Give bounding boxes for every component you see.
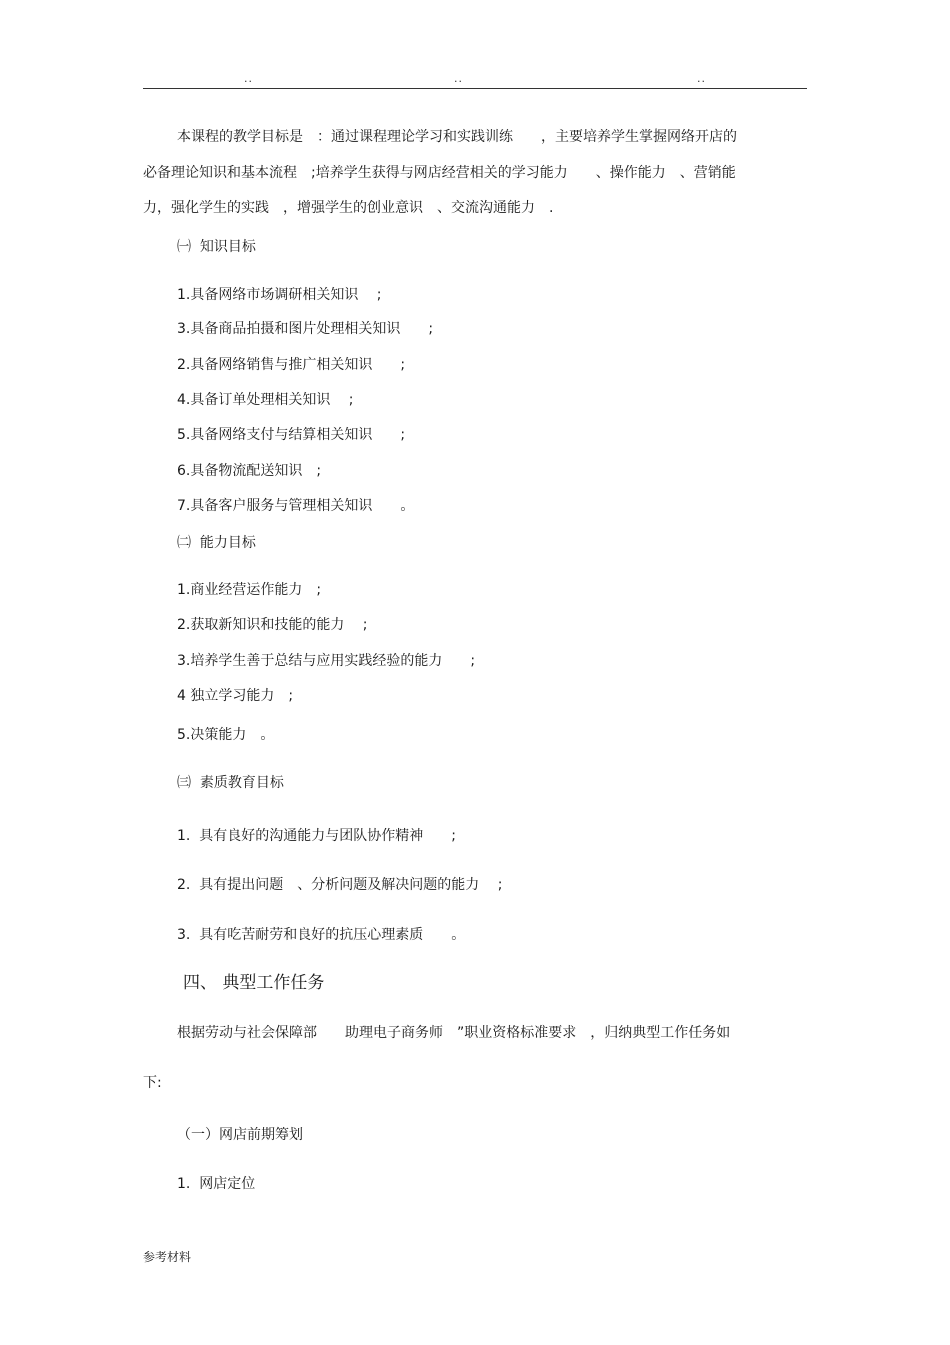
knowledge-item: 4.具备订单处理相关知识 ; — [177, 392, 354, 408]
footer-text: 参考材料 — [143, 1250, 192, 1264]
section-title: 四、 典型工作任务 — [183, 973, 325, 993]
knowledge-item: 2.具备网络销售与推广相关知识 ; — [177, 357, 406, 373]
ability-item: 1.商业经营运作能力 ; — [177, 582, 322, 598]
tasks-intro-line-1: 根据劳动与社会保障部 助理电子商务师 ”职业资格标准要求 ，归纳典型工作任务如 — [177, 1025, 731, 1041]
header-dots-2: .. — [454, 72, 463, 85]
quality-heading: ㈢ 素质教育目标 — [177, 775, 284, 791]
quality-item: 2. 具有提出问题 、分析问题及解决问题的能力 ; — [177, 877, 503, 893]
knowledge-item: 3.具备商品拍摄和图片处理相关知识 ; — [177, 321, 434, 337]
knowledge-item: 7.具备客户服务与管理相关知识 。 — [177, 498, 415, 514]
knowledge-heading: ㈠ 知识目标 — [177, 239, 256, 255]
tasks-intro-line-2: 下: — [143, 1075, 162, 1091]
knowledge-item: 5.具备网络支付与结算相关知识 ; — [177, 427, 406, 443]
task-item: 1. 网店定位 — [177, 1176, 256, 1192]
header-rule — [143, 88, 807, 89]
ability-item: 3.培养学生善于总结与应用实践经验的能力 ; — [177, 653, 476, 669]
intro-line-3: 力，强化学生的实践 ，增强学生的创业意识 、交流沟通能力 . — [143, 200, 554, 216]
header-dots-3: .. — [697, 72, 706, 85]
intro-line-1: 本课程的教学目标是 ：通过课程理论学习和实践训练 ，主要培养学生掌握网络开店的 — [177, 129, 737, 145]
ability-heading: ㈡ 能力目标 — [177, 535, 256, 551]
ability-item: 4 独立学习能力 ; — [177, 688, 294, 704]
header-dots-1: .. — [244, 72, 253, 85]
ability-item: 2.获取新知识和技能的能力 ; — [177, 617, 368, 633]
intro-line-2: 必备理论知识和基本流程 ;培养学生获得与网店经营相关的学习能力 、操作能力 、营销能 — [143, 165, 736, 181]
knowledge-item: 1.具备网络市场调研相关知识 ; — [177, 287, 382, 303]
quality-item: 3. 具有吃苦耐劳和良好的抗压心理素质 。 — [177, 927, 466, 943]
quality-item: 1. 具有良好的沟通能力与团队协作精神 ; — [177, 828, 456, 844]
knowledge-item: 6.具备物流配送知识 ; — [177, 463, 322, 479]
ability-item: 5.决策能力 。 — [177, 727, 275, 743]
subsection-heading: （一）网店前期筹划 — [177, 1127, 303, 1143]
